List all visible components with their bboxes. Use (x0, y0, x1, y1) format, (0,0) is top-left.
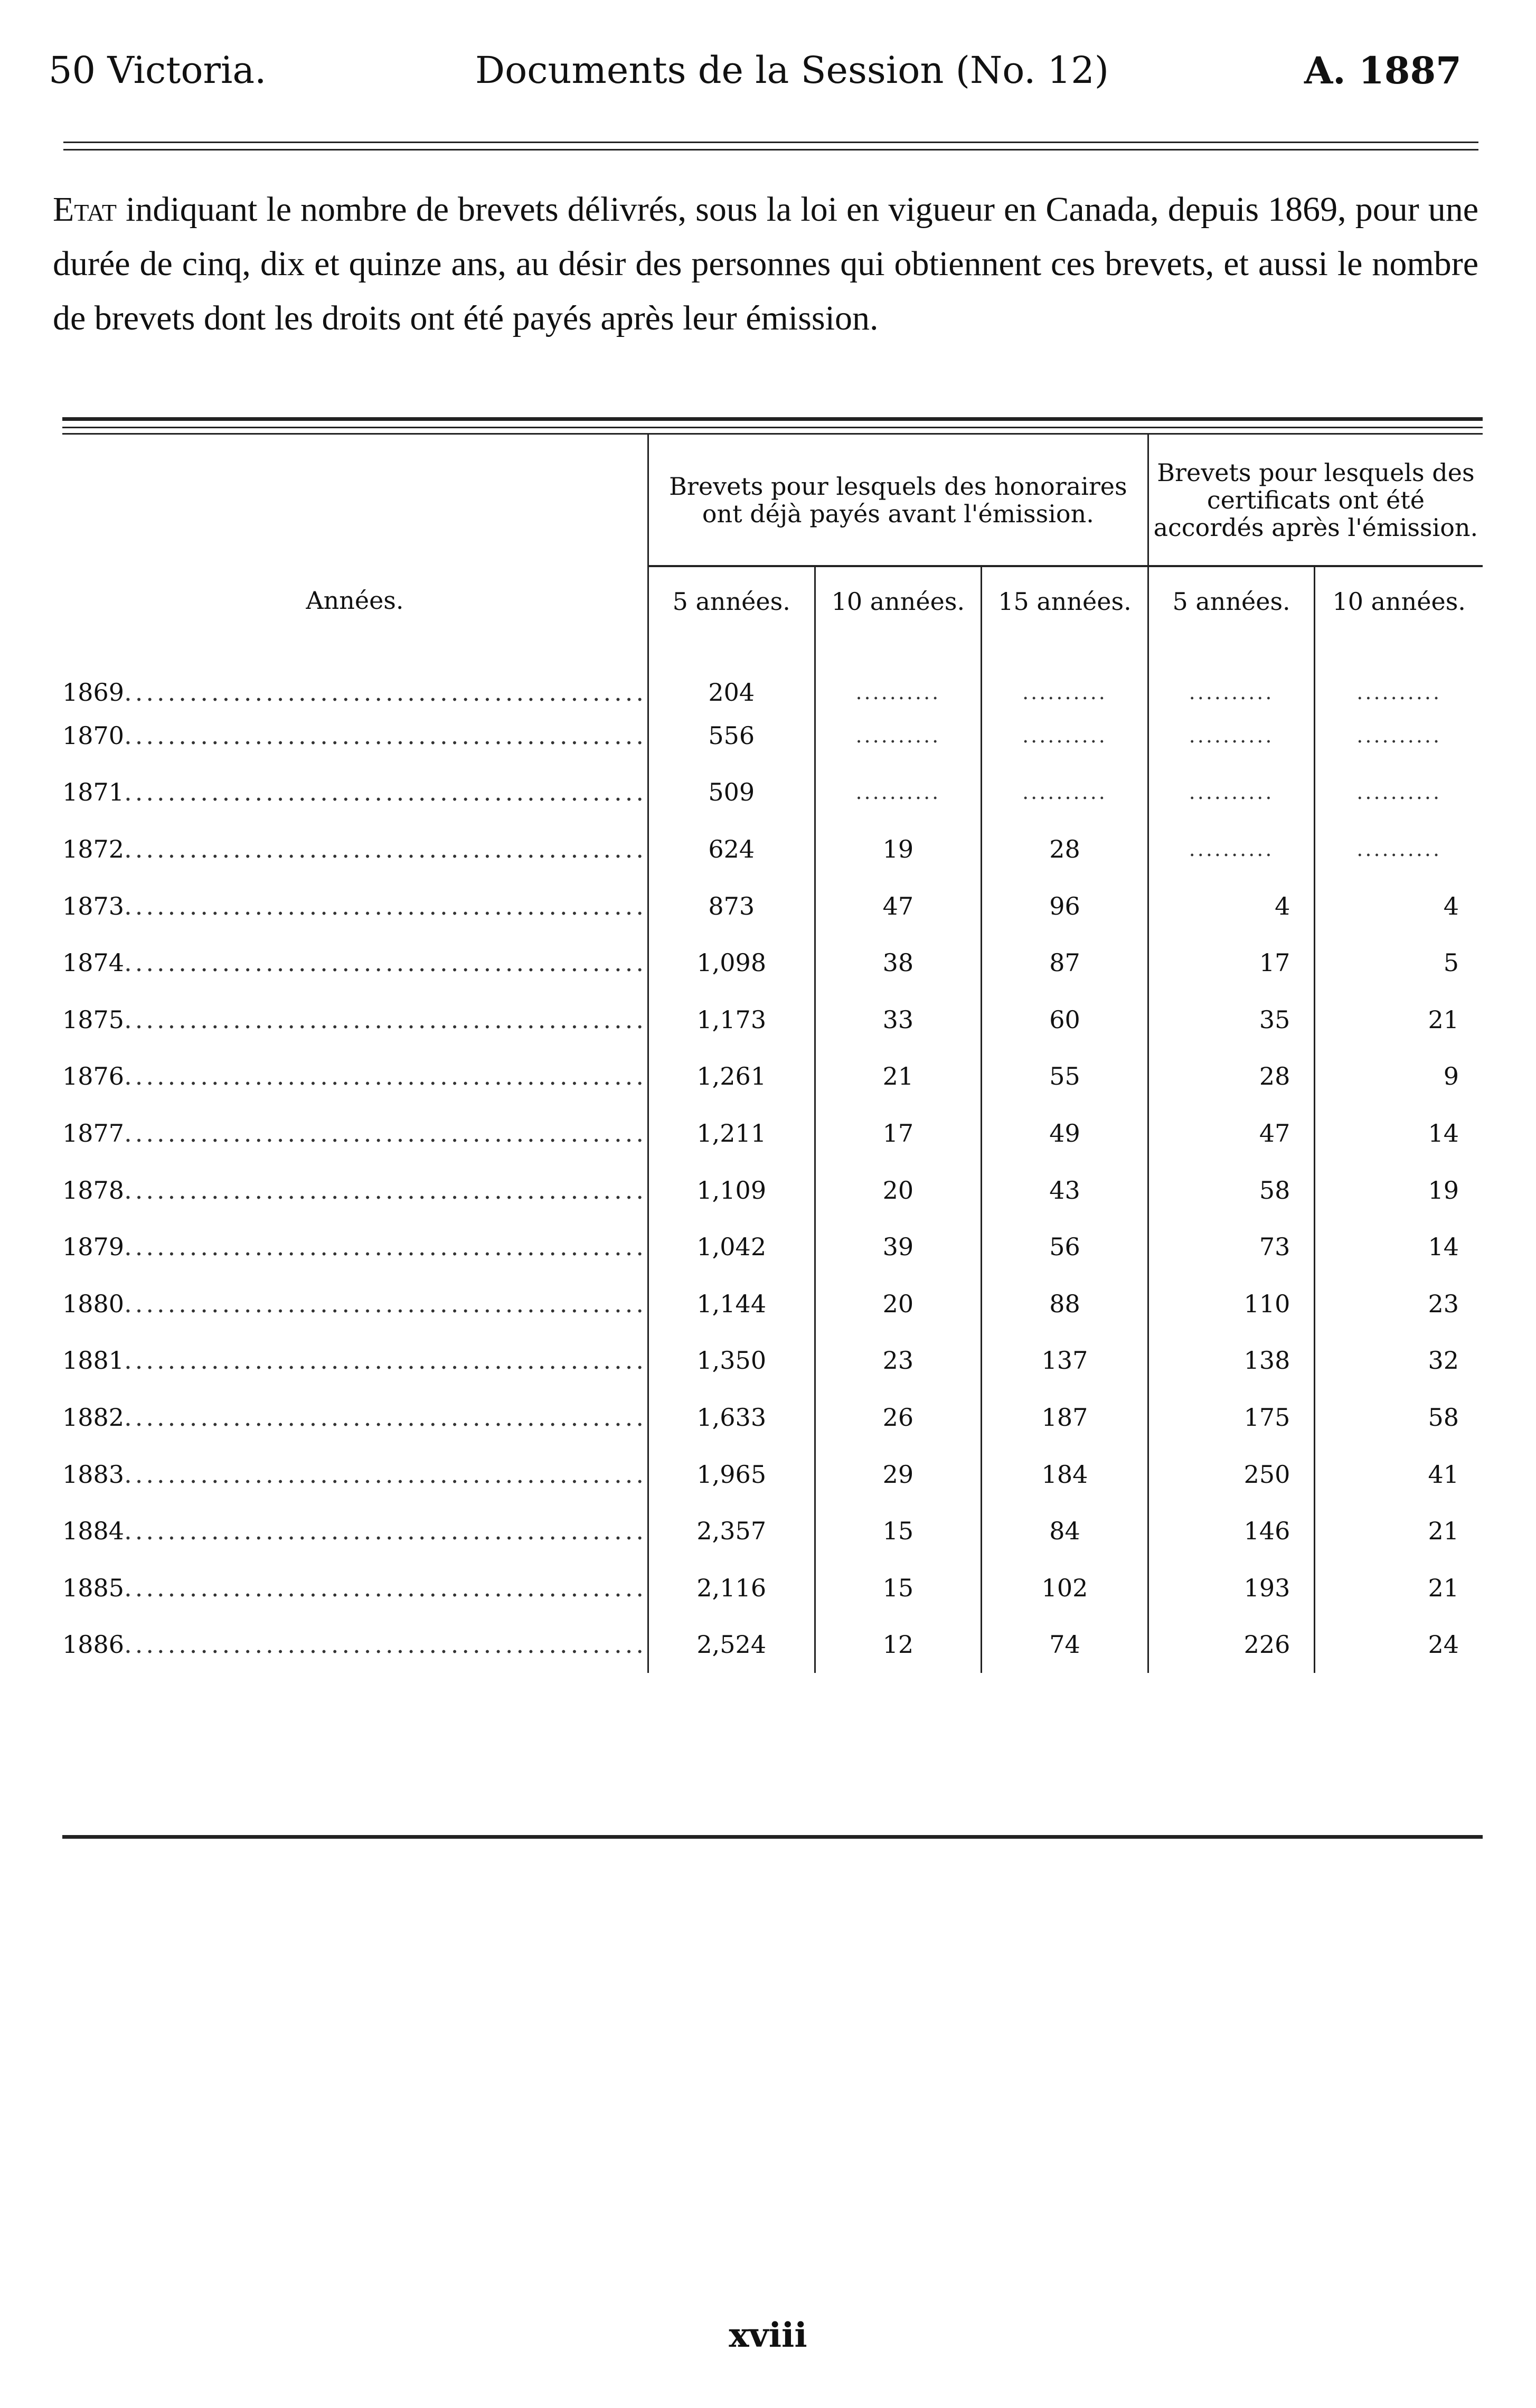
year-cell (62, 1162, 648, 1219)
empty-cell: .......... (982, 764, 1148, 821)
table-row (62, 934, 1483, 991)
table-row (62, 1218, 1483, 1275)
value-cell: 1,042 (648, 1218, 815, 1275)
value-cell: 1,098 (648, 934, 815, 991)
header-rule-top (63, 142, 1478, 143)
year-label: 1886 (62, 1630, 125, 1659)
value-cell: 2,116 (648, 1559, 815, 1616)
value-cell: 21 (1315, 1502, 1483, 1559)
year-label: 1879 (62, 1233, 125, 1262)
value-cell: 26 (815, 1389, 982, 1446)
value-cell: 73 (1148, 1218, 1315, 1275)
year-label: 1882 (62, 1403, 125, 1432)
value-cell: 96 (982, 878, 1148, 935)
year-label: 1883 (62, 1460, 125, 1489)
subheader-4: 5 années. (1148, 566, 1315, 636)
value-cell: 49 (982, 1105, 1148, 1162)
value-cell: 32 (1315, 1332, 1483, 1389)
empty-cell: .......... (982, 707, 1148, 764)
value-cell: 23 (1315, 1275, 1483, 1332)
value-cell: 21 (1315, 991, 1483, 1048)
value-cell: 624 (648, 821, 815, 878)
table-row (62, 821, 1483, 878)
value-cell: 1,109 (648, 1162, 815, 1219)
year-label: 1872 (62, 834, 125, 863)
dot-leader: ................................................ (124, 1175, 647, 1205)
years-column-header: Années. (306, 586, 404, 615)
value-cell: 21 (815, 1048, 982, 1105)
dot-leader: ................................................ (124, 1346, 647, 1375)
value-cell: 2,524 (648, 1616, 815, 1673)
value-cell: 23 (815, 1332, 982, 1389)
value-cell: 58 (1315, 1389, 1483, 1446)
value-cell: 24 (1315, 1616, 1483, 1673)
value-cell: 19 (1315, 1162, 1483, 1219)
table-row (62, 1389, 1483, 1446)
empty-cell: .......... (1315, 636, 1483, 707)
value-cell: 175 (1148, 1389, 1315, 1446)
value-cell: 137 (982, 1332, 1148, 1389)
year-cell (62, 1218, 648, 1275)
empty-cell: .......... (982, 636, 1148, 707)
value-cell: 250 (1148, 1446, 1315, 1503)
value-cell: 1,261 (648, 1048, 815, 1105)
empty-cell: .......... (815, 636, 982, 707)
value-cell: 193 (1148, 1559, 1315, 1616)
intro-paragraph (53, 182, 1478, 345)
year-label: 1875 (62, 1005, 125, 1034)
empty-cell: .......... (1148, 707, 1315, 764)
dot-leader: ................................................ (124, 1573, 647, 1602)
empty-cell: .......... (1148, 764, 1315, 821)
table-row (62, 1559, 1483, 1616)
header-year: A. 1887 (1304, 49, 1462, 92)
dot-leader: ................................................ (124, 1062, 647, 1091)
dot-leader: ................................................ (124, 1460, 647, 1489)
value-cell: 38 (815, 934, 982, 991)
dot-leader: ................................................ (124, 721, 647, 750)
subheader-2: 10 années. (815, 566, 982, 636)
year-cell (62, 636, 648, 707)
year-cell (62, 821, 648, 878)
year-label: 1873 (62, 891, 125, 920)
header-rule-bottom (63, 149, 1478, 150)
table-body (62, 636, 1483, 1673)
table-row (62, 1162, 1483, 1219)
value-cell: 60 (982, 991, 1148, 1048)
value-cell: 74 (982, 1616, 1148, 1673)
prepaid-fees-group-header: Brevets pour lesquels des honoraires ont déjà payés avant l'émission. (648, 434, 1148, 567)
dot-leader: ................................................ (124, 1403, 647, 1432)
value-cell: 35 (1148, 991, 1315, 1048)
year-label: 1878 (62, 1175, 125, 1205)
value-cell: 29 (815, 1446, 982, 1503)
value-cell: 138 (1148, 1332, 1315, 1389)
table-row (62, 1105, 1483, 1162)
value-cell: 14 (1315, 1105, 1483, 1162)
value-cell: 873 (648, 878, 815, 935)
value-cell: 4 (1148, 878, 1315, 935)
value-cell: 102 (982, 1559, 1148, 1616)
empty-cell: .......... (1148, 636, 1315, 707)
certificates-group-header: Brevets pour lesquels des certificats ont été accordés après l'émission. (1148, 434, 1483, 567)
value-cell: 509 (648, 764, 815, 821)
year-cell (62, 1275, 648, 1332)
dot-leader: ................................................ (124, 778, 647, 807)
year-label: 1874 (62, 948, 125, 977)
table-top-rule-thin (62, 427, 1483, 428)
value-cell: 226 (1148, 1616, 1315, 1673)
value-cell: 17 (1148, 934, 1315, 991)
year-cell (62, 934, 648, 991)
year-label: 1880 (62, 1289, 125, 1318)
table-row (62, 991, 1483, 1048)
value-cell: 184 (982, 1446, 1148, 1503)
dot-leader: ................................................ (124, 948, 647, 977)
value-cell: 15 (815, 1559, 982, 1616)
value-cell: 58 (1148, 1162, 1315, 1219)
empty-cell: .......... (815, 707, 982, 764)
dot-leader: ................................................ (124, 1289, 647, 1318)
year-label: 1877 (62, 1118, 125, 1147)
dot-leader: ................................................ (124, 1005, 647, 1034)
table-row (62, 707, 1483, 764)
year-label: 1871 (62, 778, 125, 807)
value-cell: 1,144 (648, 1275, 815, 1332)
value-cell: 43 (982, 1162, 1148, 1219)
year-label: 1881 (62, 1346, 125, 1375)
dot-leader: ................................................ (124, 1517, 647, 1546)
value-cell: 556 (648, 707, 815, 764)
value-cell: 47 (815, 878, 982, 935)
year-cell (62, 1446, 648, 1503)
value-cell: 55 (982, 1048, 1148, 1105)
year-label: 1885 (62, 1573, 125, 1602)
value-cell: 15 (815, 1502, 982, 1559)
dot-leader: ................................................ (124, 678, 647, 707)
value-cell: 56 (982, 1218, 1148, 1275)
table-row (62, 764, 1483, 821)
dot-leader: ................................................ (124, 891, 647, 920)
empty-cell: .......... (1315, 764, 1483, 821)
header-title: Documents de la Session (No. 12) (475, 49, 1109, 92)
value-cell: 41 (1315, 1446, 1483, 1503)
dot-leader: ................................................ (124, 1118, 647, 1147)
table-row (62, 1332, 1483, 1389)
table-row (62, 1616, 1483, 1673)
year-cell (62, 991, 648, 1048)
table-row (62, 636, 1483, 707)
patents-table (62, 433, 1483, 1673)
value-cell: 47 (1148, 1105, 1315, 1162)
value-cell: 88 (982, 1275, 1148, 1332)
value-cell: 9 (1315, 1048, 1483, 1105)
subheader-1: 5 années. (648, 566, 815, 636)
value-cell: 5 (1315, 934, 1483, 991)
value-cell: 2,357 (648, 1502, 815, 1559)
value-cell: 87 (982, 934, 1148, 991)
value-cell: 110 (1148, 1275, 1315, 1332)
dot-leader: ................................................ (124, 1630, 647, 1659)
intro-text: indiquant le nombre de brevets délivrés, sous la loi en vigueur en Canada, depuis 1869, pour une durée de cinq, dix et quinze ans, au désir des personnes qui obtiennent ces brevets, et aussi le nombre de brevets dont les droits ont été payés après leur émission. (53, 190, 1479, 337)
value-cell: 20 (815, 1275, 982, 1332)
intro-lead: Etat (53, 190, 117, 229)
table-row (62, 1275, 1483, 1332)
value-cell: 19 (815, 821, 982, 878)
table-row (62, 1502, 1483, 1559)
table-row (62, 1048, 1483, 1105)
value-cell: 146 (1148, 1502, 1315, 1559)
year-cell (62, 764, 648, 821)
table-row (62, 878, 1483, 935)
year-label: 1869 (62, 678, 125, 707)
empty-cell: .......... (1148, 821, 1315, 878)
dot-leader: ................................................ (124, 1233, 647, 1262)
value-cell: 1,173 (648, 991, 815, 1048)
value-cell: 33 (815, 991, 982, 1048)
value-cell: 28 (982, 821, 1148, 878)
page-number: xviii (729, 2316, 807, 2355)
year-cell (62, 1105, 648, 1162)
value-cell: 14 (1315, 1218, 1483, 1275)
value-cell: 1,211 (648, 1105, 815, 1162)
value-cell: 20 (815, 1162, 982, 1219)
value-cell: 1,965 (648, 1446, 815, 1503)
value-cell: 84 (982, 1502, 1148, 1559)
dot-leader: ................................................ (124, 834, 647, 863)
empty-cell: .......... (1315, 821, 1483, 878)
year-label: 1870 (62, 721, 125, 750)
value-cell: 187 (982, 1389, 1148, 1446)
subheader-5: 10 années. (1315, 566, 1483, 636)
year-label: 1876 (62, 1062, 125, 1091)
year-cell (62, 1389, 648, 1446)
year-cell (62, 1616, 648, 1673)
year-cell (62, 1502, 648, 1559)
year-cell (62, 1048, 648, 1105)
running-header (0, 49, 1536, 107)
value-cell: 17 (815, 1105, 982, 1162)
year-cell (62, 878, 648, 935)
value-cell: 12 (815, 1616, 982, 1673)
value-cell: 204 (648, 636, 815, 707)
value-cell: 21 (1315, 1559, 1483, 1616)
value-cell: 1,350 (648, 1332, 815, 1389)
subheader-3: 15 années. (982, 566, 1148, 636)
value-cell: 28 (1148, 1048, 1315, 1105)
table-row (62, 1446, 1483, 1503)
header-left: 50 Victoria. (49, 49, 267, 92)
year-cell (62, 707, 648, 764)
table-bottom-rule (62, 1835, 1483, 1839)
year-cell (62, 1332, 648, 1389)
empty-cell: .......... (1315, 707, 1483, 764)
value-cell: 39 (815, 1218, 982, 1275)
table-top-rule (62, 417, 1483, 421)
value-cell: 4 (1315, 878, 1483, 935)
empty-cell: .......... (815, 764, 982, 821)
year-label: 1884 (62, 1517, 125, 1546)
value-cell: 1,633 (648, 1389, 815, 1446)
year-cell (62, 1559, 648, 1616)
